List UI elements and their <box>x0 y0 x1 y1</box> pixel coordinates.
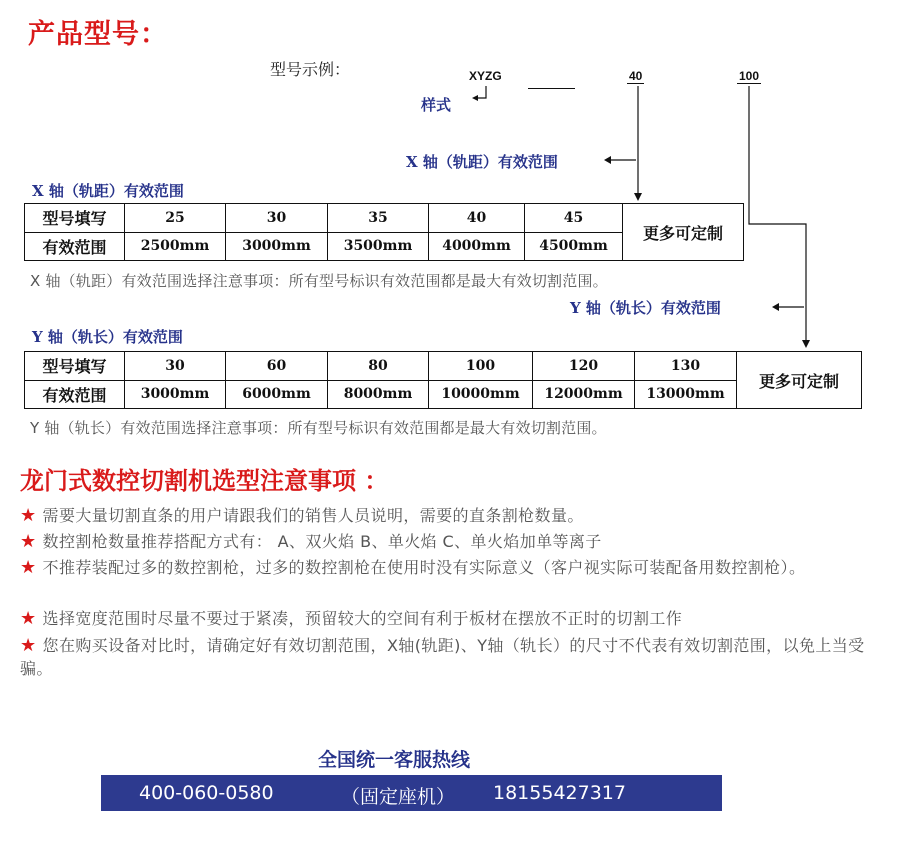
precautions-title: 龙门式数控切割机选型注意事项 ： <box>20 467 389 495</box>
x-range-cell: 2500mm <box>125 232 226 261</box>
precaution-text: 不推荐装配过多的数控割枪，过多的数控割枪在使用时没有实际意义（客户视实际可装配备用数控割枪）。 <box>42 558 806 577</box>
x-range-note: X 轴（轨距）有效范围选择注意事项：所有型号标识有效范围都是最大有效切割范围。 <box>30 272 608 290</box>
model-code-style: XYZG <box>469 69 502 83</box>
y-range-heading: Y 轴（轨长）有效范围 <box>32 328 183 346</box>
x-code-row <box>25 204 744 233</box>
style-arrowhead <box>472 95 478 101</box>
x-code-row-label: 型号填写 <box>25 204 125 233</box>
y-more-customizable: 更多可定制 <box>737 352 862 409</box>
y-range-row-label: 有效范围 <box>25 380 125 409</box>
precaution-text: 需要大量切割直条的用户请跟我们的销售人员说明，需要的直条割枪数量。 <box>42 506 584 525</box>
mobile-number: 18155427317 <box>493 782 626 804</box>
x-range-pointer-label: X 轴（轨距）有效范围 <box>406 153 558 171</box>
model-example-label: 型号示例： <box>270 60 351 79</box>
y-code-cell: 100 <box>429 352 533 381</box>
x-range-cell: 4500mm <box>525 232 623 261</box>
y-code-arrowhead <box>802 340 810 348</box>
precaution-item <box>20 607 880 630</box>
y-code-row <box>25 352 862 381</box>
x-range-cell: 3500mm <box>328 232 429 261</box>
y-range-cell: 12000mm <box>533 380 635 409</box>
y-code-cell: 120 <box>533 352 635 381</box>
y-code-arrow-line <box>749 86 806 342</box>
y-range-cell: 8000mm <box>328 380 429 409</box>
x-code-cell: 35 <box>328 204 429 233</box>
precaution-text: 您在购买设备对比时，请确定好有效切割范围，X轴(轨距)、Y轴（轨长）的尺寸不代表有效切割范围，以免上当受骗。 <box>20 636 865 678</box>
landline-number: 400-060-0580 <box>139 782 274 804</box>
y-range-table <box>24 351 862 409</box>
y-range-arrowhead <box>772 303 779 311</box>
star-icon: ★ <box>20 635 37 656</box>
x-code-cell: 40 <box>429 204 525 233</box>
model-code-x: 40 <box>629 69 643 83</box>
y-code-cell: 130 <box>635 352 737 381</box>
star-icon: ★ <box>20 557 37 578</box>
y-range-row <box>25 380 862 409</box>
style-arrow <box>474 86 486 98</box>
y-range-cell: 6000mm <box>226 380 328 409</box>
y-code-cell: 30 <box>125 352 226 381</box>
model-code-blank-line <box>528 88 575 89</box>
style-pointer-label: 样式 <box>421 96 452 114</box>
precaution-item <box>20 634 880 680</box>
precaution-item <box>20 504 880 527</box>
y-range-cell: 10000mm <box>429 380 533 409</box>
y-range-note: Y 轴（轨长）有效范围选择注意事项：所有型号标识有效范围都是最大有效切割范围。 <box>30 419 607 437</box>
hotline-bar <box>101 775 722 811</box>
x-code-arrowhead <box>634 193 642 201</box>
x-range-heading: X 轴（轨距）有效范围 <box>32 182 184 200</box>
x-code-cell: 30 <box>226 204 328 233</box>
precaution-item <box>20 530 880 553</box>
star-icon: ★ <box>20 505 37 526</box>
precaution-text: 数控割枪数量推荐搭配方式有： A、双火焰 B、单火焰 C、单火焰加单等离子 <box>42 532 602 551</box>
star-icon: ★ <box>20 608 37 629</box>
x-range-cell: 3000mm <box>226 232 328 261</box>
x-range-table <box>24 203 744 261</box>
y-range-pointer-label: Y 轴（轨长）有效范围 <box>570 299 721 317</box>
landline-type-label: （固定座机） <box>341 786 456 808</box>
star-icon: ★ <box>20 531 37 552</box>
x-range-arrowhead <box>604 156 611 164</box>
y-code-row-label: 型号填写 <box>25 352 125 381</box>
y-code-cell: 60 <box>226 352 328 381</box>
x-code-cell: 45 <box>525 204 623 233</box>
x-range-cell: 4000mm <box>429 232 525 261</box>
x-range-row-label: 有效范围 <box>25 232 125 261</box>
y-range-cell: 3000mm <box>125 380 226 409</box>
precaution-item <box>20 556 880 579</box>
y-range-cell: 13000mm <box>635 380 737 409</box>
x-more-customizable: 更多可定制 <box>623 204 744 261</box>
page-title: 产品型号： <box>28 19 168 50</box>
hotline-title: 全国统一客服热线 <box>318 749 471 771</box>
x-code-cell: 25 <box>125 204 226 233</box>
model-code-y: 100 <box>739 69 760 83</box>
precaution-text: 选择宽度范围时尽量不要过于紧凑，预留较大的空间有利于板材在摆放不正时的切割工作 <box>42 609 683 628</box>
y-code-cell: 80 <box>328 352 429 381</box>
